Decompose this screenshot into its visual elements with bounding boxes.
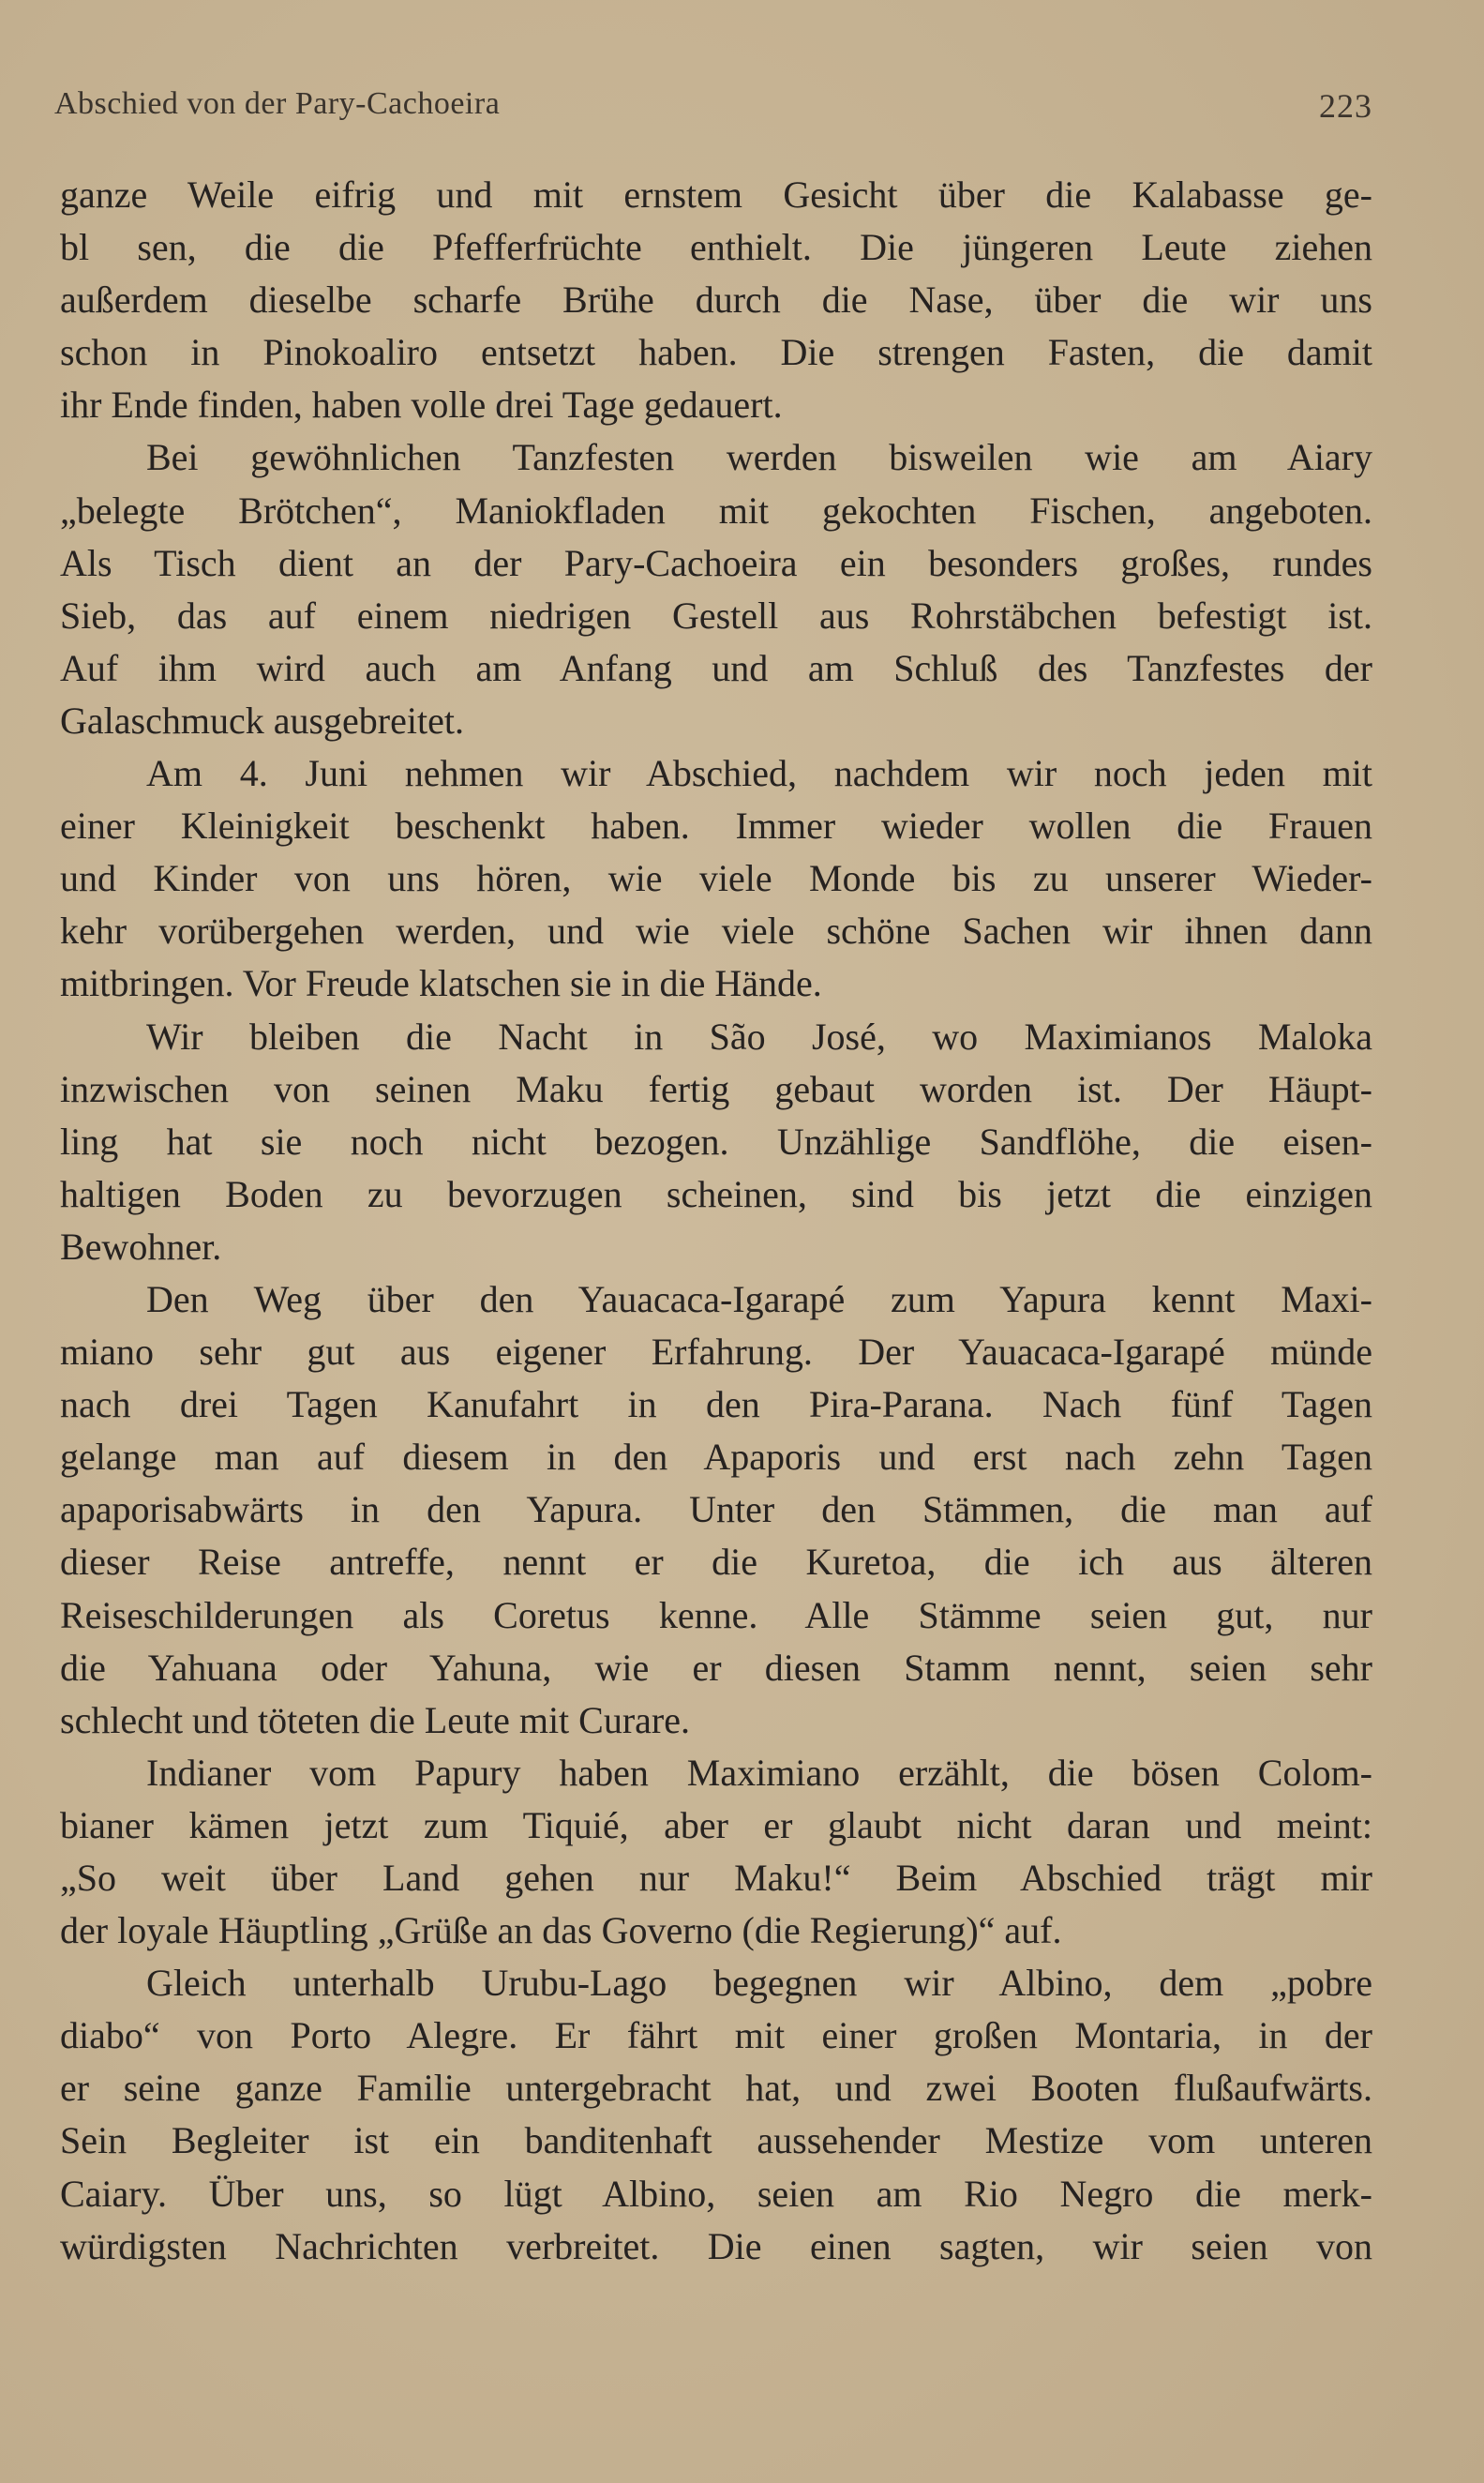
- paragraph: [60, 431, 1372, 747]
- text-line: und Kinder von uns hören, wie viele Monde bis zu unserer Wieder-: [60, 857, 1372, 900]
- text-line: „belegte Brötchen“, Maniokfladen mit gekochten Fischen, angeboten.: [60, 489, 1372, 532]
- text-line: bl sen, die die Pfefferfrüchte enthielt. Die jüngeren Leute ziehen: [60, 226, 1372, 269]
- text-line: außerdem dieselbe scharfe Brühe durch die Nase, über die wir uns: [60, 278, 1372, 322]
- text-line: Galaschmuck ausgebreitet.: [60, 699, 464, 742]
- text-line: gelange man auf diesem in den Apaporis und erst nach zehn Tagen: [60, 1436, 1372, 1479]
- text-line: kehr vorübergehen werden, und wie viele schöne Sachen wir ihnen dann: [60, 910, 1372, 953]
- text-line: die Yahuana oder Yahuna, wie er diesen Stamm nennt, seien sehr: [60, 1646, 1372, 1689]
- page-number: 223: [1319, 87, 1372, 125]
- paragraph: [60, 169, 1372, 431]
- text-line: Caiary. Über uns, so lügt Albino, seien am Rio Negro die merk-: [60, 2172, 1372, 2215]
- text-line: „So weit über Land gehen nur Maku!“ Beim Abschied trägt mir: [60, 1857, 1372, 1899]
- text-line: Am 4. Juni nehmen wir Abschied, nachdem wir noch jeden mit: [146, 752, 1372, 795]
- text-line: ganze Weile eifrig und mit ernstem Gesicht über die Kalabasse ge-: [60, 173, 1372, 216]
- body-text: [60, 169, 1372, 2273]
- text-line: ling hat sie noch nicht bezogen. Unzählige Sandflöhe, die eisen-: [60, 1120, 1372, 1163]
- text-line: Gleich unterhalb Urubu-Lago begegnen wir Albino, dem „pobre: [146, 1962, 1372, 2005]
- paragraph: [60, 1957, 1372, 2273]
- text-line: Auf ihm wird auch am Anfang und am Schluß des Tanzfestes der: [60, 646, 1372, 689]
- text-line: apaporisabwärts in den Yapura. Unter den Stämmen, die man auf: [60, 1488, 1372, 1531]
- paragraph: [60, 1273, 1372, 1747]
- text-line: miano sehr gut aus eigener Erfahrung. Der Yauacaca-Igarapé münde: [60, 1331, 1372, 1374]
- text-line: einer Kleinigkeit beschenkt haben. Immer wieder wollen die Frauen: [60, 805, 1372, 848]
- text-line: nach drei Tagen Kanufahrt in den Pira-Parana. Nach fünf Tagen: [60, 1383, 1372, 1426]
- text-line: ihr Ende finden, haben volle drei Tage gedauert.: [60, 384, 783, 427]
- text-line: Bei gewöhnlichen Tanzfesten werden bisweilen wie am Aiary: [146, 436, 1372, 479]
- text-line: Sieb, das auf einem niedrigen Gestell aus Rohrstäbchen befestigt ist.: [60, 594, 1372, 637]
- text-line: Als Tisch dient an der Pary-Cachoeira ein besonders großes, rundes: [60, 541, 1372, 584]
- text-line: der loyale Häuptling „Grüße an das Governo (die Regierung)“ auf.: [60, 1909, 1062, 1952]
- text-line: er seine ganze Familie untergebracht hat, und zwei Booten flußaufwärts.: [60, 2067, 1372, 2110]
- running-header: [54, 86, 1372, 128]
- text-line: schon in Pinokoaliro entsetzt haben. Die strengen Fasten, die damit: [60, 331, 1372, 374]
- text-line: Sein Begleiter ist ein banditenhaft aussehender Mestize vom unteren: [60, 2119, 1372, 2162]
- text-line: Den Weg über den Yauacaca-Igarapé zum Yapura kennt Maxi-: [146, 1277, 1372, 1320]
- text-line: haltigen Boden zu bevorzugen scheinen, sind bis jetzt die einzigen: [60, 1172, 1372, 1215]
- text-line: bianer kämen jetzt zum Tiquié, aber er glaubt nicht daran und meint:: [60, 1803, 1372, 1846]
- text-line: schlecht und töteten die Leute mit Curare.: [60, 1698, 690, 1741]
- text-line: Bewohner.: [60, 1225, 222, 1268]
- text-line: Indianer vom Papury haben Maximiano erzählt, die bösen Colom-: [146, 1751, 1372, 1794]
- paragraph: [60, 1747, 1372, 1957]
- text-line: mitbringen. Vor Freude klatschen sie in die Hände.: [60, 962, 822, 1005]
- text-line: dieser Reise antreffe, nennt er die Kuretoa, die ich aus älteren: [60, 1541, 1372, 1584]
- paragraph: [60, 747, 1372, 1010]
- running-title: Abschied von der Pary-Cachoeira: [54, 86, 501, 121]
- text-line: würdigsten Nachrichten verbreitet. Die einen sagten, wir seien von: [60, 2224, 1372, 2267]
- text-line: inzwischen von seinen Maku fertig gebaut worden ist. Der Häupt-: [60, 1067, 1372, 1110]
- paragraph: [60, 1011, 1372, 1273]
- text-line: diabo“ von Porto Alegre. Er fährt mit einer großen Montaria, in der: [60, 2014, 1372, 2057]
- text-line: Reiseschilderungen als Coretus kenne. Alle Stämme seien gut, nur: [60, 1593, 1372, 1636]
- text-line: Wir bleiben die Nacht in São José, wo Maximianos Maloka: [146, 1015, 1372, 1058]
